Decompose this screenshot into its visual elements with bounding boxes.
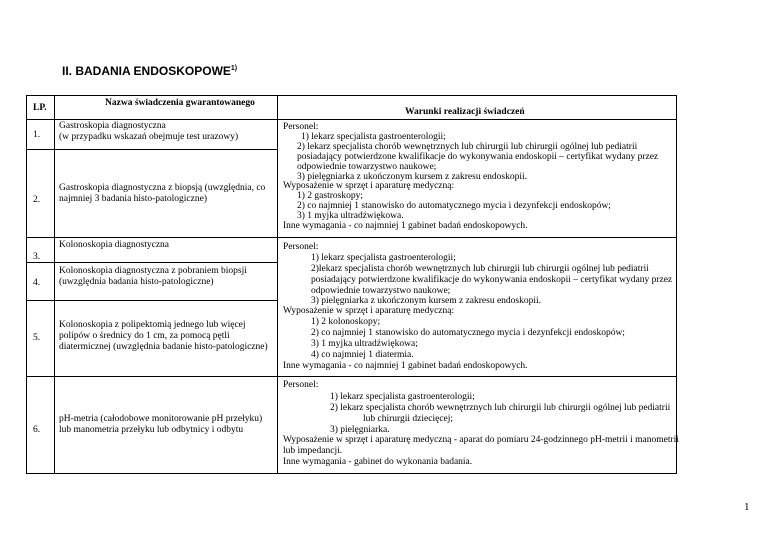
- row-lp: 3.: [33, 252, 41, 262]
- heading-text: II. BADANIA ENDOSKOPOWE: [62, 64, 231, 78]
- row-name: [59, 414, 262, 436]
- page-number: 1: [744, 501, 750, 513]
- row-name-line: Kolonoskopia diagnostyczna z pobraniem biopsji: [59, 266, 247, 276]
- conditions-text: 2) lekarz specjalista chorób wewnętrznych lub chirurgii lub chirurgii ogólnej lub pediatrii: [330, 403, 671, 413]
- table-rule: [26, 376, 677, 377]
- conditions-text: Wyposażenie w sprzęt i aparaturę medyczną:: [283, 306, 455, 316]
- row-lp: 4.: [33, 278, 41, 288]
- table-rule: [26, 95, 27, 474]
- row-name-line: Gastroskopia diagnostyczna z biopsją (uwzględnia, co: [59, 183, 266, 193]
- row-name-line: Gastroskopia diagnostyczna: [59, 121, 166, 131]
- table-rule: [26, 95, 677, 96]
- col-header-name: Nazwa świadczenia gwarantowanego: [105, 98, 255, 108]
- row-name-line: najmniej 3 badania histo-patologiczne): [59, 194, 207, 204]
- row-name: [59, 121, 238, 143]
- conditions-text: Wyposażenie w sprzęt i aparaturę medyczną:: [283, 181, 455, 191]
- row-name: [59, 320, 268, 353]
- conditions-text: 2) lekarz specjalista chorób wewnętrznych lub chirurgii lub chirurgii ogólnej lub pediatrii: [297, 142, 638, 152]
- conditions-text: 2)lekarz specjalista chorób wewnętrznych lub chirurgii lub chirurgii ogólnej lub pediatrii: [311, 264, 649, 274]
- conditions-text: 2) co najmniej 1 stanowisko do automatycznego mycia i dezynfekcji endoskopów;: [311, 328, 625, 338]
- table-rule: [277, 95, 278, 474]
- row-lp: 1.: [33, 130, 41, 140]
- col-header-lp: LP.: [33, 103, 47, 113]
- conditions-text: odpowiednie towarzystwo naukowe;: [297, 162, 437, 172]
- table-rule: [54, 95, 55, 474]
- section-heading: [62, 64, 237, 78]
- conditions-text: Inne wymagania - gabinet do wykonania badania.: [283, 457, 473, 467]
- row-name: [59, 266, 247, 288]
- conditions-text: posiadający potwierdzone kwalifikacje do wykonywania endoskopii – certyfikat wydany przez: [311, 275, 673, 285]
- row-name-line: (uwzględnia badania histo-patologiczne): [59, 277, 214, 287]
- col-header-conditions: Warunki realizacji świadczeń: [405, 107, 525, 117]
- row-name-line: lub manometria przełyku lub odbytnicy i odbytu: [59, 425, 244, 435]
- conditions-text: posiadający potwierdzone kwalifikacje do wykonywania endoskopii – certyfikat wydany przez: [297, 152, 659, 162]
- row-name-line: pH-metria (całodobowe monitorowanie pH przełyku): [59, 414, 263, 424]
- conditions-text: lub impedancji.: [283, 446, 343, 456]
- table-rule: [26, 149, 277, 150]
- table-rule: [26, 119, 677, 120]
- conditions-text: 1) lekarz specjalista gastroenterologii;: [301, 132, 446, 142]
- conditions-text: odpowiednie towarzystwo naukowe;: [311, 286, 451, 296]
- heading-footnote-mark: 1): [230, 65, 238, 72]
- conditions-text: 3) pielęgniarka.: [330, 425, 390, 435]
- table-rule: [26, 237, 677, 238]
- conditions-text: lub chirurgii dziecięcej;: [363, 414, 454, 424]
- row-name-line: (w przypadku wskazań obejmuje test urazowy): [59, 132, 239, 142]
- conditions-text: Personel:: [283, 242, 319, 252]
- conditions-text: 4) co najmniej 1 diatermia.: [311, 350, 414, 360]
- table-rule: [676, 95, 677, 474]
- row-lp: 6.: [33, 425, 41, 435]
- row-name-line: Kolonoskopia z polipektomią jednego lub więcej: [59, 320, 246, 330]
- table-rule: [26, 300, 277, 301]
- conditions-text: 1) lekarz specjalista gastroenterologii;: [311, 253, 456, 263]
- row-name: [59, 240, 169, 251]
- table-rule: [26, 473, 677, 474]
- conditions-text: 3) 1 myjka ultradźwiękowa;: [311, 339, 418, 349]
- conditions-text: 1) 2 kolonoskopy;: [311, 317, 381, 327]
- conditions-text: 1) 2 gastroskopy;: [297, 191, 363, 201]
- row-lp: 2.: [33, 195, 41, 205]
- conditions-text: Inne wymagania - co najmniej 1 gabinet badań endoskopowych.: [283, 221, 528, 231]
- conditions-text: Personel:: [283, 122, 319, 132]
- conditions-text: 1) lekarz specjalista gastroenterologii;: [330, 392, 475, 402]
- row-name-line: Kolonoskopia diagnostyczna: [59, 240, 170, 250]
- row-name-line: diatermicznej (uwzględnia badanie histo-patologiczne): [59, 342, 268, 352]
- conditions-text: 2) co najmniej 1 stanowisko do automatycznego mycia i dezynfekcji endoskopów;: [297, 201, 611, 211]
- table-rule: [26, 262, 277, 263]
- row-name: [59, 183, 265, 205]
- conditions-text: Wyposażenie w sprzęt i aparaturę medyczną - aparat do pomiaru 24-godzinnego pH-metrii i manometrii: [283, 435, 679, 445]
- conditions-text: 3) pielęgniarka z ukończonym kursem z zakresu endoskopii.: [297, 172, 528, 182]
- conditions-text: Personel:: [283, 380, 319, 390]
- conditions-text: Inne wymagania - co najmniej 1 gabinet badań endoskopowych.: [283, 361, 528, 371]
- conditions-text: 3) pielęgniarka z ukończonym kursem z zakresu endoskopii.: [311, 296, 542, 306]
- conditions-text: 3) 1 myjka ultradźwiękowa.: [297, 211, 404, 221]
- row-lp: 5.: [33, 333, 41, 343]
- row-name-line: polipów o średnicy do 1 cm, za pomocą pętli: [59, 331, 230, 341]
